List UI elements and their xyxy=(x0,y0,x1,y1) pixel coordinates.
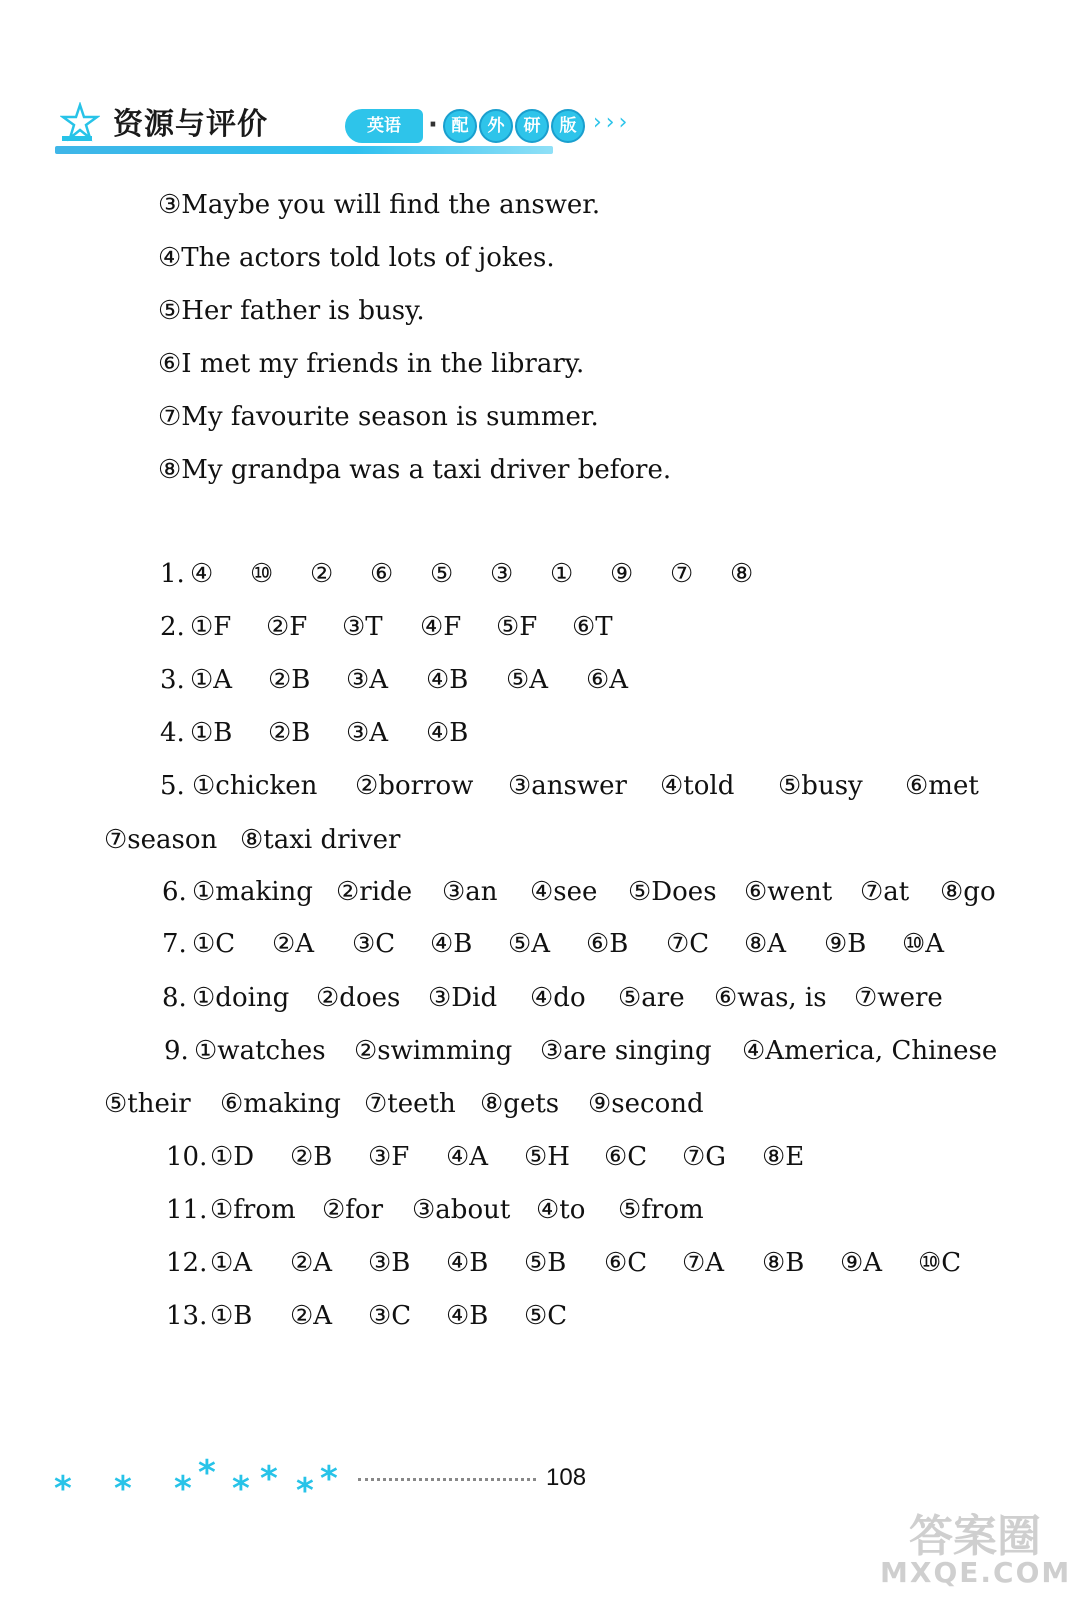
answer-item: ④B xyxy=(446,1248,489,1278)
answer-item: ①making xyxy=(192,877,313,907)
answer-item: ⑩A xyxy=(902,929,945,959)
question-number: 8. xyxy=(162,983,187,1013)
watermark-text: 答案圈 xyxy=(909,1511,1041,1562)
answer-item: ⑨A xyxy=(840,1248,883,1278)
answer-item: ⑨second xyxy=(588,1089,704,1119)
answer-item: ① xyxy=(550,559,574,589)
edition-char: 版 xyxy=(551,109,585,143)
answer-item: ⑤are xyxy=(618,983,685,1013)
star-icon: * xyxy=(198,1453,216,1493)
question-number: 5. xyxy=(160,771,185,801)
answer-item: ④B xyxy=(430,929,473,959)
answer-item: ②for xyxy=(322,1195,384,1225)
answer-item: ④see xyxy=(530,877,598,907)
sentence-line: ④The actors told lots of jokes. xyxy=(158,243,555,273)
book-title: 资源与评价 xyxy=(113,107,268,142)
answer-item: ⑧A xyxy=(744,929,787,959)
answer-item: ⑥T xyxy=(572,612,613,642)
answer-item: ①D xyxy=(210,1142,255,1172)
answer-item: ⑦ xyxy=(670,559,694,589)
answer-item: ③T xyxy=(342,612,383,642)
answer-item: ⑥C xyxy=(604,1248,648,1278)
answer-item: ④to xyxy=(536,1195,586,1225)
answer-item: ⑨ xyxy=(610,559,634,589)
answer-item: ⑧ xyxy=(730,559,754,589)
answer-item: ⑥ xyxy=(370,559,394,589)
question-number: 1. xyxy=(160,559,185,589)
answer-item: ③ xyxy=(490,559,514,589)
answer-item: ①doing xyxy=(192,983,290,1013)
question-number: 7. xyxy=(162,929,187,959)
answer-item: ⑨B xyxy=(824,929,867,959)
answer-item: ⑤B xyxy=(524,1248,567,1278)
answer-item: ⑤their xyxy=(104,1089,191,1119)
answer-item: ①chicken xyxy=(192,771,318,801)
star-icon: * xyxy=(296,1471,314,1511)
edition-char: 配 xyxy=(443,109,477,143)
answer-item: ⑥A xyxy=(586,665,629,695)
star-icon: * xyxy=(232,1469,250,1509)
answer-item: ③A xyxy=(346,665,389,695)
sentence-line: ⑤Her father is busy. xyxy=(158,296,425,326)
answer-item: ①A xyxy=(190,665,233,695)
answer-item: ③answer xyxy=(508,771,627,801)
answer-item: ⑤Does xyxy=(628,877,717,907)
answer-item: ④do xyxy=(530,983,586,1013)
page-header xyxy=(55,100,632,160)
question-number: 13. xyxy=(166,1301,208,1331)
answer-item: ②A xyxy=(290,1248,333,1278)
header-underline xyxy=(55,146,553,154)
answer-item: ④F xyxy=(420,612,462,642)
answer-item: ②B xyxy=(290,1142,333,1172)
answer-item: ③C xyxy=(352,929,396,959)
answer-item: ⑥B xyxy=(586,929,629,959)
question-number: 3. xyxy=(160,665,185,695)
answer-item: ⑤H xyxy=(524,1142,570,1172)
watermark-url: MXQE.COM xyxy=(880,1556,1072,1589)
question-number: 12. xyxy=(166,1248,208,1278)
answer-item: ③B xyxy=(368,1248,411,1278)
star-icon: * xyxy=(320,1459,338,1499)
answer-item: ⑥met xyxy=(905,771,979,801)
subject-badge: 英语 xyxy=(345,109,423,143)
sentence-line: ③Maybe you will find the answer. xyxy=(158,190,601,220)
answer-item: ③A xyxy=(346,718,389,748)
answer-item: ⑥making xyxy=(220,1089,341,1119)
answer-item: ④told xyxy=(660,771,735,801)
answer-item: ④B xyxy=(426,665,469,695)
answer-item: ②F xyxy=(266,612,308,642)
answer-item: ②B xyxy=(268,665,311,695)
answer-item: ⑥C xyxy=(604,1142,648,1172)
sentence-line: ⑦My favourite season is summer. xyxy=(158,402,599,432)
answer-item: ⑦G xyxy=(682,1142,727,1172)
answer-item: ①C xyxy=(192,929,236,959)
header-separator: · xyxy=(428,110,438,140)
answer-item: ⑤busy xyxy=(778,771,863,801)
answer-item: ⑦season xyxy=(104,825,218,855)
answer-item: ⑦at xyxy=(860,877,910,907)
answer-item: ①B xyxy=(210,1301,253,1331)
question-number: 6. xyxy=(162,877,187,907)
answer-item: ⑥went xyxy=(744,877,833,907)
answer-item: ⑧gets xyxy=(480,1089,560,1119)
question-number: 2. xyxy=(160,612,185,642)
watermark-logo xyxy=(880,1500,1070,1595)
answer-item: ⑦were xyxy=(854,983,943,1013)
star-icon: * xyxy=(260,1459,278,1499)
answer-item: ②A xyxy=(272,929,315,959)
question-number: 4. xyxy=(160,718,185,748)
answer-item: ⑧taxi driver xyxy=(240,825,401,855)
answer-item: ①from xyxy=(210,1195,296,1225)
answer-item: ⑥was, is xyxy=(714,983,827,1013)
answer-item: ② xyxy=(310,559,334,589)
question-number: 9. xyxy=(164,1036,189,1066)
star-icon: * xyxy=(114,1469,132,1509)
answer-item: ⑦A xyxy=(682,1248,725,1278)
answer-item: ⑤A xyxy=(508,929,551,959)
answer-item: ③an xyxy=(442,877,498,907)
answer-item: ①watches xyxy=(194,1036,326,1066)
question-number: 11. xyxy=(166,1195,208,1225)
answer-item: ④America, Chinese xyxy=(742,1036,998,1066)
answer-item: ④B xyxy=(446,1301,489,1331)
sentence-line: ⑧My grandpa was a taxi driver before. xyxy=(158,455,672,485)
answer-item: ⑦C xyxy=(666,929,710,959)
dotted-leader xyxy=(358,1478,536,1481)
answer-item: ⑤C xyxy=(524,1301,568,1331)
answer-item: ⑩ xyxy=(250,559,274,589)
decorative-stars xyxy=(50,1453,350,1511)
edition-char: 研 xyxy=(515,109,549,143)
page-number: 108 xyxy=(546,1464,587,1491)
star-icon: * xyxy=(54,1469,72,1509)
answer-item: ②swimming xyxy=(354,1036,513,1066)
question-number: 10. xyxy=(166,1142,208,1172)
chevron-right-icon: ››› xyxy=(593,110,632,135)
answer-item: ③Did xyxy=(428,983,498,1013)
edition-badges xyxy=(443,109,585,143)
answer-item: ⑤ xyxy=(430,559,454,589)
answer-item: ⑤F xyxy=(496,612,538,642)
answer-item: ②A xyxy=(290,1301,333,1331)
answer-item: ①B xyxy=(190,718,233,748)
answer-item: ②does xyxy=(316,983,401,1013)
star-icon: * xyxy=(174,1469,192,1509)
answer-item: ⑦teeth xyxy=(364,1089,456,1119)
answer-item: ③C xyxy=(368,1301,412,1331)
answer-item: ①F xyxy=(190,612,232,642)
answer-item: ③are singing xyxy=(540,1036,712,1066)
answer-item: ⑤from xyxy=(618,1195,704,1225)
edition-char: 外 xyxy=(479,109,513,143)
answer-item: ①A xyxy=(210,1248,253,1278)
answer-item: ②B xyxy=(268,718,311,748)
answer-item: ⑤A xyxy=(506,665,549,695)
answer-item: ⑧go xyxy=(940,877,996,907)
answer-item: ⑧B xyxy=(762,1248,805,1278)
answer-item: ②ride xyxy=(336,877,413,907)
answer-item: ⑧E xyxy=(762,1142,805,1172)
answer-item: ④ xyxy=(190,559,214,589)
answer-item: ②borrow xyxy=(355,771,474,801)
sentence-line: ⑥I met my friends in the library. xyxy=(158,349,585,379)
answer-item: ③F xyxy=(368,1142,410,1172)
answer-item: ⑩C xyxy=(918,1248,962,1278)
star-logo-icon xyxy=(60,102,100,142)
answer-item: ③about xyxy=(412,1195,511,1225)
answer-item: ④B xyxy=(426,718,469,748)
answer-item: ④A xyxy=(446,1142,489,1172)
